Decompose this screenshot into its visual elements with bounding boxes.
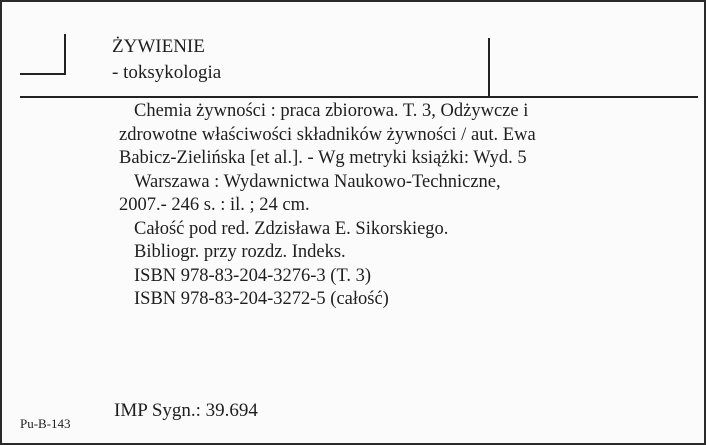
- corner-mark: [20, 34, 66, 75]
- title-line-3: Babicz-Zielińska [et al.]. - Wg metryki książki: Wyd. 5: [119, 148, 527, 168]
- heading-horizontal-rule: [20, 96, 698, 98]
- isbn-set: ISBN 978-83-204-3272-5 (całość): [134, 289, 389, 309]
- heading-vertical-rule: [488, 38, 490, 96]
- title-line-1: Chemia żywności : praca zbiorowa. T. 3, Odżywcze i: [134, 101, 529, 121]
- note-editor: Całość pod red. Zdzisława E. Sikorskiego.: [134, 218, 449, 239]
- isbn-volume: ISBN 978-83-204-3276-3 (T. 3): [134, 265, 372, 286]
- card-code: Pu-B-143: [20, 416, 71, 431]
- call-number: IMP Sygn.: 39.694: [114, 400, 258, 421]
- imprint-line-2: 2007.- 246 s. : il. ; 24 cm.: [119, 195, 310, 215]
- note-bibliography: Bibliogr. przy rozdz. Indeks.: [134, 242, 346, 262]
- subject-heading: [112, 34, 221, 86]
- imprint-line-1: Warszawa : Wydawnictwa Naukowo-Techniczne,: [134, 171, 501, 192]
- title-line-2: zdrowotne właściwości składników żywności / aut. Ewa: [119, 124, 536, 145]
- subject-main: ŻYWIENIE: [112, 36, 205, 57]
- bibliographic-entry: [119, 100, 679, 312]
- subject-subdivision: - toksykologia: [112, 62, 222, 83]
